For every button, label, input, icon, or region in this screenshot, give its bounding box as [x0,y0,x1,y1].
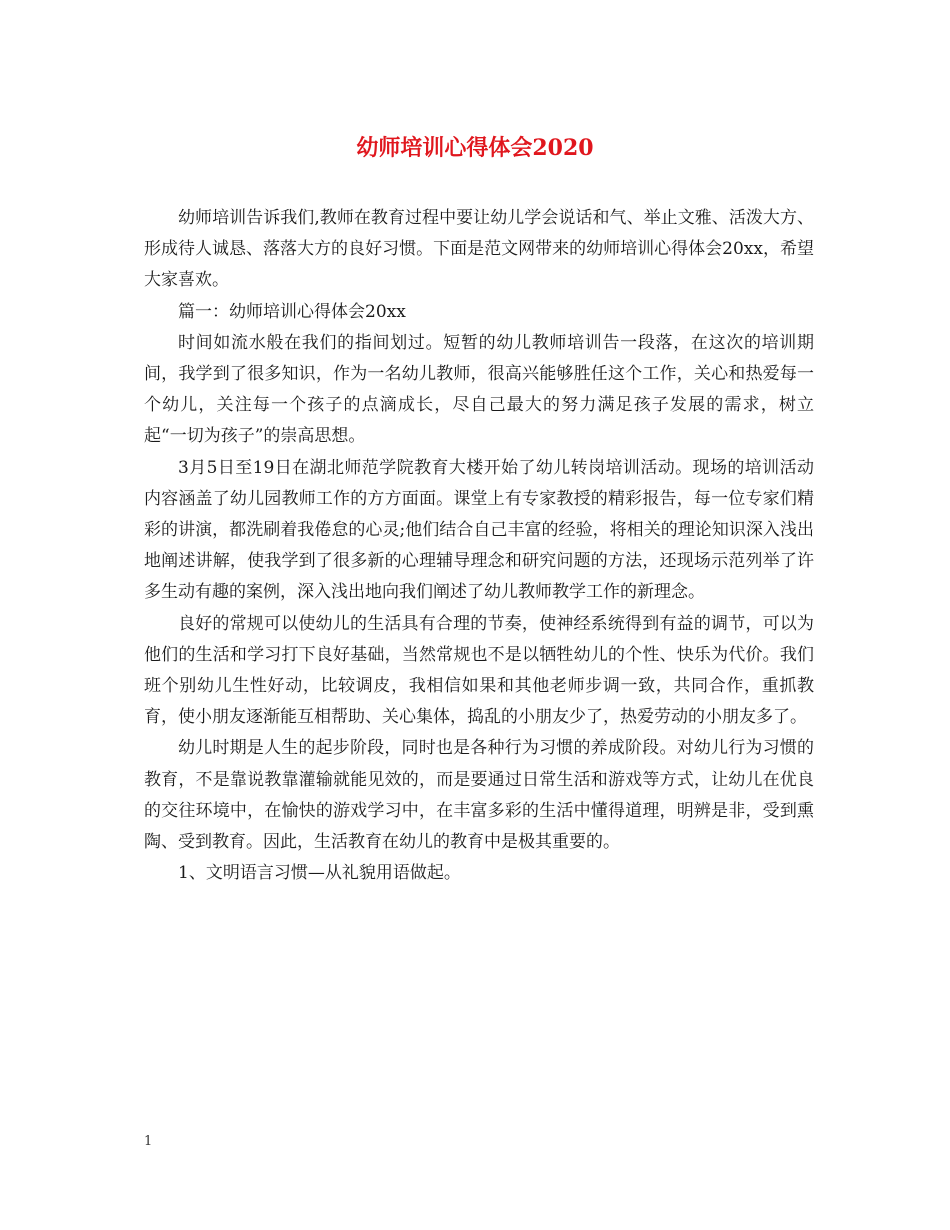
page-number: 1 [144,1134,153,1149]
paragraph-section-heading: 篇一：幼师培训心得体会20xx [178,301,406,322]
paragraph-intro: 幼师培训告诉我们,教师在教育过程中要让幼儿学会说话和气、举止文雅、活泼大方、形成待人诚恳、落落大方的良好习惯。下面是范文网带来的幼师培训心得体会20xx，希望大家喜欢。 [144,208,814,291]
document-title: 幼师培训心得体会2020 [356,135,594,161]
paragraph-3: 良好的常规可以使幼儿的生活具有合理的节奏，使神经系统得到有益的调节，可以为他们的生活和学习打下良好基础，当然常规也不是以牺牲幼儿的个性、快乐为代价。我们班个别幼儿生性好动，比较调皮，我相信如果和其他老师步调一致，共同合作，重抓教育，使小朋友逐渐能互相帮助、关心集体，捣乱的小朋友少了，热爱劳动的小朋友多了。 [144,613,814,728]
paragraph-4: 幼儿时期是人生的起步阶段，同时也是各种行为习惯的养成阶段。对幼儿行为习惯的教育，不是靠说教靠灌输就能见效的，而是要通过日常生活和游戏等方式，让幼儿在优良的交往环境中，在愉快的游戏学习中，在丰富多彩的生活中懂得道理，明辨是非，受到熏陶、受到教育。因此，生活教育在幼儿的教育中是极其重要的。 [144,738,814,853]
paragraph-1: 时间如流水般在我们的指间划过。短暂的幼儿教师培训告一段落，在这次的培训期间，我学到了很多知识，作为一名幼儿教师，很高兴能够胜任这个工作，关心和热爱每一个幼儿，关注每一个孩子的点滴成长，尽自己最大的努力满足孩子发展的需求，树立起“一切为孩子”的崇高思想。 [144,332,814,447]
paragraph-list-item-1: 1、文明语言习惯—从礼貌用语做起。 [178,863,461,884]
paragraph-2: 3月5日至19日在湖北师范学院教育大楼开始了幼儿转岗培训活动。现场的培训活动内容涵盖了幼儿园教师工作的方方面面。课堂上有专家教授的精彩报告，每一位专家们精彩的讲演，都洗刷着我倦怠的心灵;他们结合自己丰富的经验，将相关的理论知识深入浅出地阐述讲解，使我学到了很多新的心理辅导理念和研究问题的方法，还现场示范列举了许多生动有趣的案例，深入浅出地向我们阐述了幼儿教师教学工作的新理念。 [144,457,814,603]
document-body [144,203,814,889]
